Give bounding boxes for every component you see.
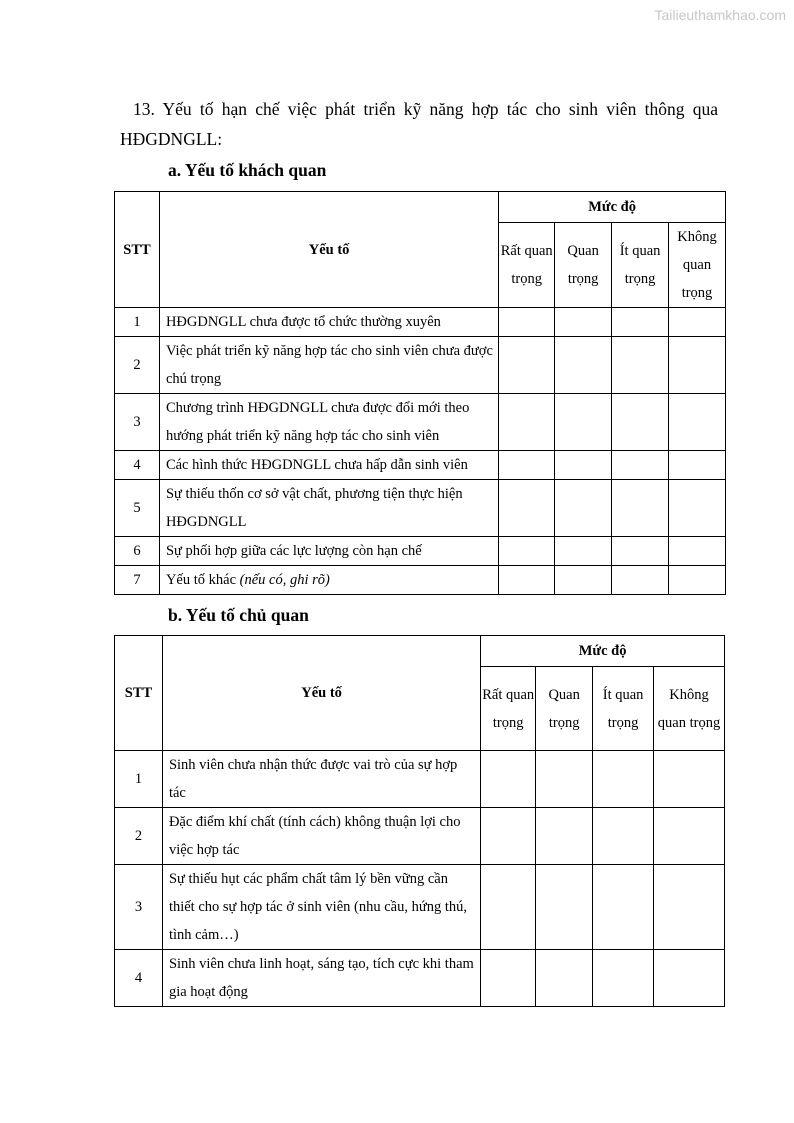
row-stt: 4	[115, 451, 160, 480]
check-cell[interactable]	[654, 950, 725, 1007]
check-cell[interactable]	[612, 480, 669, 537]
table-row	[115, 480, 726, 537]
header-very-important: Rất quan trọng	[481, 667, 536, 751]
check-cell[interactable]	[612, 308, 669, 337]
check-cell[interactable]	[536, 950, 593, 1007]
check-cell[interactable]	[612, 451, 669, 480]
watermark: Tailieuthamkhao.com	[654, 7, 786, 23]
check-cell[interactable]	[481, 950, 536, 1007]
row-stt: 5	[115, 480, 160, 537]
header-not-important: Không quan trọng	[654, 667, 725, 751]
row-stt: 3	[115, 394, 160, 451]
row-factor: Sự thiếu hụt các phẩm chất tâm lý bền vững cần thiết cho sự hợp tác ở sinh viên (nhu cầu, hứng thú, tình cảm…)	[162, 865, 480, 950]
header-stt: STT	[115, 192, 160, 308]
check-cell[interactable]	[593, 808, 654, 865]
check-cell[interactable]	[499, 337, 555, 394]
header-factor: Yếu tố	[162, 636, 480, 751]
row-factor: Sinh viên chưa nhận thức được vai trò của sự hợp tác	[162, 751, 480, 808]
table-row	[115, 950, 725, 1007]
row-stt: 7	[115, 566, 160, 595]
check-cell[interactable]	[536, 865, 593, 950]
header-important: Quan trọng	[536, 667, 593, 751]
objective-factors-table	[114, 191, 726, 595]
row-factor: Sinh viên chưa linh hoạt, sáng tạo, tích cực khi tham gia hoạt động	[162, 950, 480, 1007]
check-cell[interactable]	[669, 337, 726, 394]
header-less-important: Ít quan trọng	[593, 667, 654, 751]
check-cell[interactable]	[499, 566, 555, 595]
header-very-important: Rất quan trọng	[499, 223, 555, 308]
table-row	[115, 808, 725, 865]
check-cell[interactable]	[612, 337, 669, 394]
row-stt: 3	[115, 865, 163, 950]
check-cell[interactable]	[555, 451, 612, 480]
check-cell[interactable]	[654, 865, 725, 950]
table-row	[115, 865, 725, 950]
check-cell[interactable]	[499, 451, 555, 480]
check-cell[interactable]	[669, 480, 726, 537]
row-stt: 2	[115, 808, 163, 865]
check-cell[interactable]	[499, 308, 555, 337]
check-cell[interactable]	[593, 865, 654, 950]
check-cell[interactable]	[654, 808, 725, 865]
check-cell[interactable]	[536, 751, 593, 808]
header-factor: Yếu tố	[159, 192, 498, 308]
header-not-important: Không quan trọng	[669, 223, 726, 308]
row-factor: Việc phát triển kỹ năng hợp tác cho sinh viên chưa được chú trọng	[159, 337, 498, 394]
check-cell[interactable]	[555, 394, 612, 451]
row-factor-text: Yếu tố khác	[165, 572, 240, 588]
header-level: Mức độ	[499, 192, 726, 223]
check-cell[interactable]	[536, 808, 593, 865]
check-cell[interactable]	[612, 537, 669, 566]
row-stt: 2	[115, 337, 160, 394]
check-cell[interactable]	[481, 865, 536, 950]
row-factor: Chương trình HĐGDNGLL chưa được đổi mới theo hướng phát triển kỹ năng hợp tác cho sinh viên	[159, 394, 498, 451]
check-cell[interactable]	[481, 751, 536, 808]
row-factor: Các hình thức HĐGDNGLL chưa hấp dẫn sinh viên	[159, 451, 498, 480]
header-level: Mức độ	[481, 636, 725, 667]
section-b-title: b. Yếu tố chủ quan	[168, 605, 309, 625]
check-cell[interactable]	[555, 308, 612, 337]
check-cell[interactable]	[555, 566, 612, 595]
check-cell[interactable]	[555, 480, 612, 537]
header-stt: STT	[115, 636, 163, 751]
row-stt: 1	[115, 751, 163, 808]
check-cell[interactable]	[499, 537, 555, 566]
check-cell[interactable]	[669, 308, 726, 337]
row-factor: Sự thiếu thốn cơ sở vật chất, phương tiện thực hiện HĐGDNGLL	[159, 480, 498, 537]
check-cell[interactable]	[481, 808, 536, 865]
header-less-important: Ít quan trọng	[612, 223, 669, 308]
table-row	[115, 394, 726, 451]
table-row	[115, 337, 726, 394]
check-cell[interactable]	[593, 751, 654, 808]
question-text: 13. Yếu tố hạn chế việc phát triển kỹ năng hợp tác cho sinh viên thông qua HĐGDNGLL:	[120, 99, 718, 149]
table-row	[115, 308, 726, 337]
row-factor	[159, 566, 498, 595]
table-row	[115, 537, 726, 566]
table-row	[115, 451, 726, 480]
check-cell[interactable]	[612, 394, 669, 451]
check-cell[interactable]	[669, 394, 726, 451]
header-important: Quan trọng	[555, 223, 612, 308]
section-a-title: a. Yếu tố khách quan	[168, 160, 327, 180]
row-stt: 4	[115, 950, 163, 1007]
row-factor-note: (nếu có, ghi rõ)	[239, 572, 330, 588]
check-cell[interactable]	[654, 751, 725, 808]
row-factor: Sự phối hợp giữa các lực lượng còn hạn chế	[159, 537, 498, 566]
row-factor: HĐGDNGLL chưa được tổ chức thường xuyên	[159, 308, 498, 337]
check-cell[interactable]	[499, 394, 555, 451]
table-row	[115, 566, 726, 595]
table-row	[115, 751, 725, 808]
check-cell[interactable]	[555, 337, 612, 394]
check-cell[interactable]	[669, 451, 726, 480]
subjective-factors-table	[114, 635, 725, 1007]
check-cell[interactable]	[669, 537, 726, 566]
check-cell[interactable]	[612, 566, 669, 595]
check-cell[interactable]	[593, 950, 654, 1007]
row-factor: Đặc điểm khí chất (tính cách) không thuận lợi cho việc hợp tác	[162, 808, 480, 865]
row-stt: 1	[115, 308, 160, 337]
check-cell[interactable]	[499, 480, 555, 537]
check-cell[interactable]	[555, 537, 612, 566]
check-cell[interactable]	[669, 566, 726, 595]
row-stt: 6	[115, 537, 160, 566]
